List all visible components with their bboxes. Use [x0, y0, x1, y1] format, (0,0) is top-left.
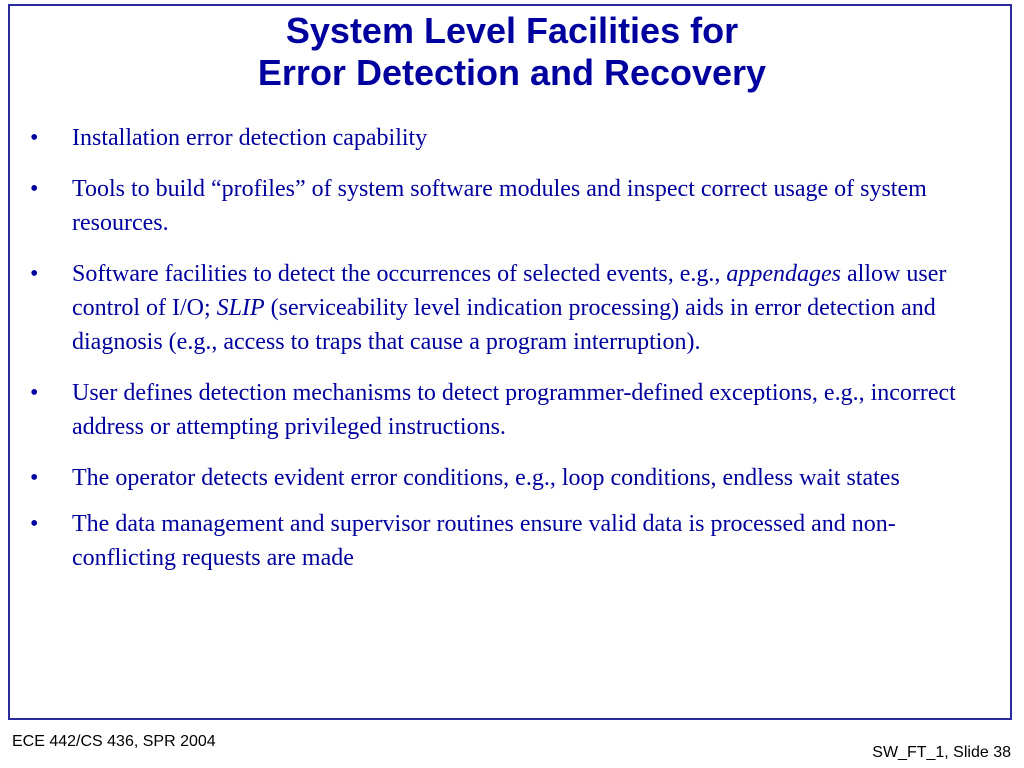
bullet-text-part: Software facilities to detect the occurrences of selected events, e.g., [72, 261, 727, 287]
bullet-text-italic: appendages [726, 261, 842, 287]
bullet-item [30, 257, 995, 359]
bullet-list [30, 121, 995, 588]
bullet-text: User defines detection mechanisms to detect programmer-defined exceptions, e.g., incorrect address or attempting privileged instructions. [72, 380, 956, 440]
bullet-item [30, 507, 995, 575]
bullet-text-italic: SLIP [216, 295, 265, 321]
bullet-item [30, 376, 995, 444]
bullet-item [30, 461, 995, 495]
slide-title [0, 10, 1024, 94]
footer-slide-number: SW_FT_1, Slide 38 [872, 744, 1011, 761]
bullet-icon: • [30, 125, 39, 151]
bullet-text: Tools to build “profiles” of system software modules and inspect correct usage of system resources. [72, 176, 927, 236]
bullet-icon: • [30, 465, 39, 491]
bullet-icon: • [30, 511, 39, 537]
bullet-text: The operator detects evident error conditions, e.g., loop conditions, endless wait states [72, 465, 900, 491]
bullet-item [30, 172, 995, 240]
bullet-text-part: (serviceability level indication processing) aids in error detection and diagnosis (e.g., access to traps that cause a program interruption). [72, 295, 936, 355]
bullet-text: The data management and supervisor routines ensure valid data is processed and non-conflicting requests are made [72, 511, 896, 571]
footer-course: ECE 442/CS 436, SPR 2004 [12, 733, 216, 750]
bullet-icon: • [30, 176, 39, 202]
bullet-text: Installation error detection capability [72, 125, 428, 151]
bullet-item [30, 121, 995, 155]
title-line-1: System Level Facilities for [285, 10, 739, 51]
title-line-2: Error Detection and Recovery [257, 52, 767, 93]
bullet-icon: • [30, 380, 39, 406]
bullet-text-part: allow user control of I/O; [72, 261, 947, 321]
bullet-icon: • [30, 261, 39, 287]
